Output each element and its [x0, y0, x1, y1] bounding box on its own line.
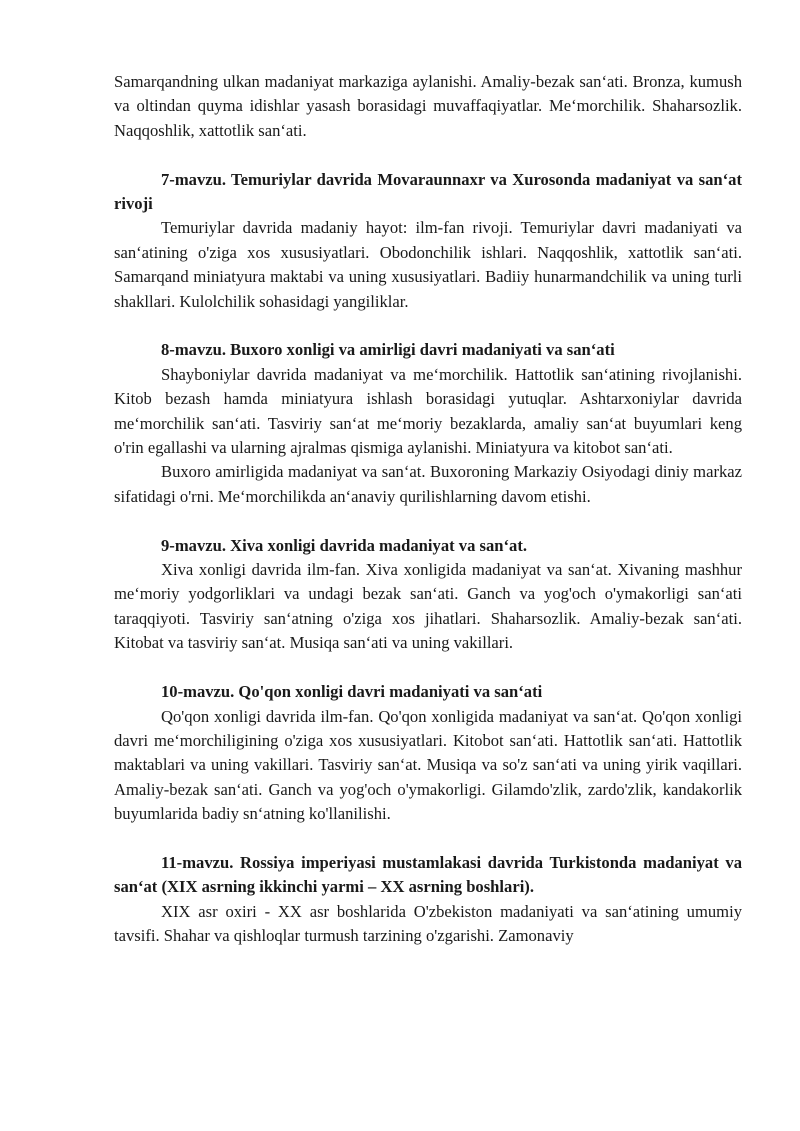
section-paragraph: XIX asr oxiri - XX asr boshlarida O'zbekiston madaniyati va san‘atining umumiy tavsifi. Shahar va qishloqlar turmush tarzining o'zgarishi. Zamonaviy: [114, 901, 742, 946]
section-gap: [114, 509, 742, 533]
section-paragraph: Xiva xonligi davrida ilm-fan. Xiva xonligida madaniyat va san‘at. Xivaning mashhur me‘moriy yodgorliklari va undagi bezak san‘ati. Ganch va yog'och o'ymakorligi san‘ati taraqqiyoti. Tasviriy san‘atning o'ziga xos jihatlari. Shaharsozlik. Amaliy-bezak san‘ati. Kitobat va tasviriy san‘at. Musiqa san‘ati va uning vakillari.: [114, 560, 742, 653]
intro-paragraph: Samarqandning ulkan madaniyat markaziga aylanishi. Amaliy-bezak san‘ati. Bronza, kumush va oltindan quyma idishlar yasash borasidagi muvaffaqiyatlar. Me‘morchilik. Shaharsozlik. Naqqoshlik, xattotlik san‘ati.: [114, 72, 742, 140]
section-paragraph: Shayboniylar davrida madaniyat va me‘morchilik. Hattotlik san‘atining rivojlanishi. Kitob bezash hamda miniatyura ishlash borasidagi yutuqlar. Ashtarxoniylar davrida me‘morchilik san‘ati. Tasviriy san‘at me‘moriy bezaklarda, amaliy san‘at buyumlari keng o'rin egallashi va ularning ajralmas qismiga aylanishi. Miniatyura va kitobot san‘ati.: [114, 364, 742, 458]
section-heading: 9-mavzu. Xiva xonligi davrida madaniyat va san‘at.: [161, 535, 528, 555]
section-heading: 8-mavzu. Buxoro xonligi va amirligi davri madaniyati va san‘ati: [161, 340, 615, 360]
section-gap: [114, 827, 742, 851]
section-paragraph: Temuriylar davrida madaniy hayot: ilm-fan rivoji. Temuriylar davri madaniyati va san‘atining o'ziga xos xususiyatlari. Obodonchilik ishlari. Naqqoshlik, xattotlik san‘ati. Samarqand miniatyura maktabi va uning xususiyatlari. Badiiy hunarmandchilik va uning turli shakllari. Kulolchilik sohasidagi yangiliklar.: [114, 218, 742, 311]
section-paragraph: Buxoro amirligida madaniyat va san‘at. Buxoroning Markaziy Osiyodagi diniy markaz sifatidagi o'rni. Me‘morchilikda an‘anaviy qurilishlarning davom etishi.: [114, 462, 742, 506]
section-7: [114, 168, 742, 314]
section-heading: 7-mavzu. Temuriylar davrida Movaraunnaxr va Xurosonda madaniyat va san‘at rivoji: [114, 169, 742, 214]
section-gap: [114, 314, 742, 338]
section-9: [114, 534, 742, 656]
section-11: [114, 851, 742, 949]
section-gap: [114, 143, 742, 167]
document-page: [114, 70, 742, 949]
section-paragraph: Qo'qon xonligi davrida ilm-fan. Qo'qon xonligida madaniyat va san‘at. Qo'qon xonligi davri me‘morchiligining o'ziga xos xususiyatlari. Kitobot san‘ati. Hattotlik san‘ati. Hattotlik maktablari va uning vakillari. Tasviriy san‘at. Musiqa va so'z san‘ati va uning yirik vaqillari. Amaliy-bezak san‘ati. Ganch va yog'och o'ymakorligi. Gilamdo'zlik, zardo'zlik, kandakorlik buyumlarida badiy sn‘atning ko'llanilishi.: [114, 706, 742, 824]
section-heading: 10-mavzu. Qo'qon xonligi davri madaniyati va san‘ati: [161, 682, 543, 702]
section-gap: [114, 656, 742, 680]
section-10: [114, 680, 742, 826]
section-8: [114, 338, 742, 509]
section-heading: 11-mavzu. Rossiya imperiyasi mustamlakasi davrida Turkistonda madaniyat va san‘at (XIX asrning ikkinchi yarmi – XX asrning boshlari).: [114, 852, 742, 897]
